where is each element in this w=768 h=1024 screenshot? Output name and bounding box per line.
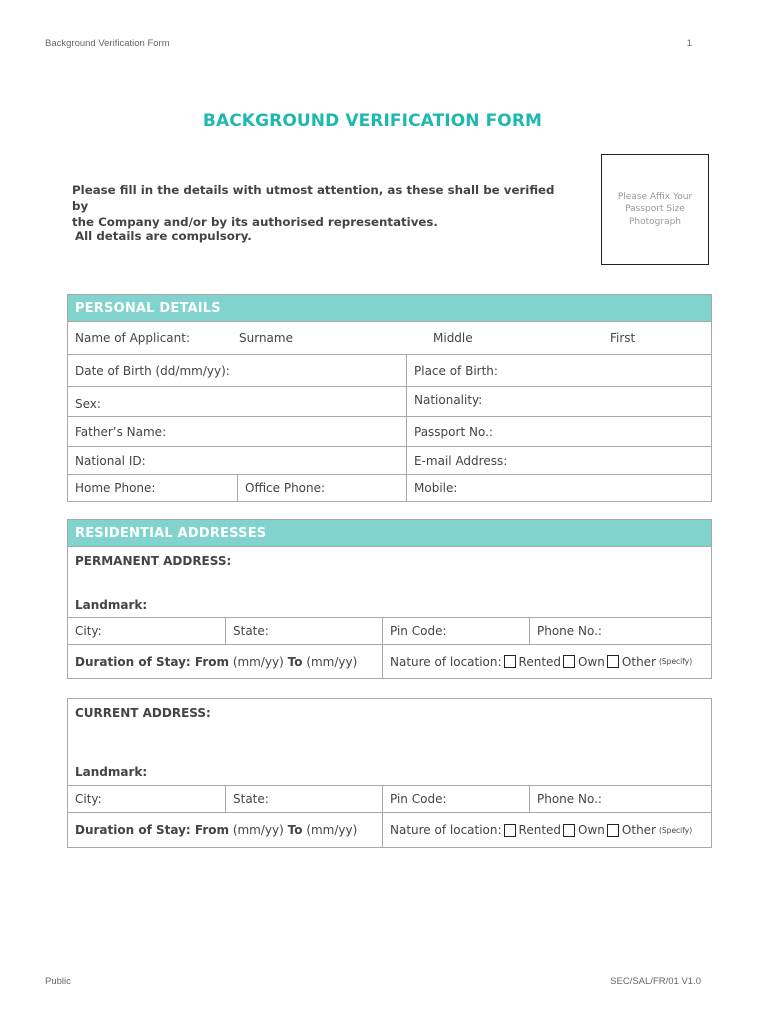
nationality-field[interactable]: Nationality: xyxy=(414,392,483,407)
current-address-section xyxy=(67,698,712,848)
own-checkbox[interactable] xyxy=(563,655,575,668)
current-duration-field[interactable] xyxy=(68,813,383,847)
surname-label: Surname xyxy=(239,331,293,345)
residential-heading: RESIDENTIAL ADDRESSES xyxy=(68,520,711,547)
permanent-phone-field[interactable]: Phone No.: xyxy=(537,624,602,638)
personal-details-heading: PERSONAL DETAILS xyxy=(68,295,711,322)
passport-field[interactable]: Passport No.: xyxy=(414,424,493,439)
national-id-field[interactable]: National ID: xyxy=(68,447,407,474)
middle-label: Middle xyxy=(433,331,473,345)
footer-doc-code: SEC/SAL/FR/01 V1.0 xyxy=(610,976,701,987)
own-label: Own xyxy=(578,654,605,669)
home-phone-field[interactable]: Home Phone: xyxy=(68,475,238,501)
from-mmyy: (mm/yy) xyxy=(232,654,284,669)
current-nature-field xyxy=(383,813,711,847)
name-row[interactable] xyxy=(68,322,711,355)
phone-row xyxy=(68,475,711,501)
permanent-duration-field[interactable] xyxy=(68,645,383,678)
permanent-landmark-label: Landmark: xyxy=(75,598,148,612)
email-field[interactable]: E-mail Address: xyxy=(414,453,508,468)
pob-field[interactable]: Place of Birth: xyxy=(414,363,498,378)
other-checkbox[interactable] xyxy=(607,824,619,837)
to-mmyy: (mm/yy) xyxy=(306,823,358,837)
to-mmyy: (mm/yy) xyxy=(306,654,358,669)
other-label: Other xyxy=(621,654,656,669)
residential-addresses-section xyxy=(67,519,712,679)
current-city-row xyxy=(68,786,711,813)
permanent-address-block[interactable] xyxy=(68,547,711,618)
current-pin-field[interactable]: Pin Code: xyxy=(383,786,530,812)
permanent-city-row xyxy=(68,618,711,645)
rented-checkbox[interactable] xyxy=(504,655,516,668)
rented-label: Rented xyxy=(518,654,562,669)
current-duration-row xyxy=(68,813,711,847)
form-title: BACKGROUND VERIFICATION FORM xyxy=(202,111,543,131)
footer-classification: Public xyxy=(45,976,71,987)
first-label: First xyxy=(610,331,636,345)
from-mmyy: (mm/yy) xyxy=(232,823,284,837)
intro-line-2: the Company and/or by its authorised representatives. xyxy=(72,215,438,229)
permanent-city-field[interactable]: City: xyxy=(68,618,226,644)
sex-row xyxy=(68,387,711,417)
dob-field[interactable]: Date of Birth (dd/mm/yy): xyxy=(68,355,407,386)
specify-note: (Specify) xyxy=(659,825,693,835)
permanent-address-label: PERMANENT ADDRESS: xyxy=(75,554,232,568)
permanent-pin-field[interactable]: Pin Code: xyxy=(383,618,530,644)
own-label: Own xyxy=(578,823,605,837)
current-state-field[interactable]: State: xyxy=(226,786,383,812)
id-row xyxy=(68,447,711,475)
sex-field[interactable]: Sex: xyxy=(68,387,407,416)
nature-label: Nature of location: xyxy=(390,823,502,837)
photo-box-label: Please Affix Your Passport Size Photograph xyxy=(617,191,693,227)
permanent-nature-field xyxy=(383,645,711,678)
specify-note: (Specify) xyxy=(659,657,693,666)
personal-details-section xyxy=(67,294,712,502)
name-label: Name of Applicant: xyxy=(75,331,191,345)
father-row xyxy=(68,417,711,447)
current-city-field[interactable]: City: xyxy=(68,786,226,812)
current-address-block[interactable] xyxy=(68,699,711,786)
permanent-state-field[interactable]: State: xyxy=(226,618,383,644)
duration-label: Duration of Stay: From xyxy=(75,654,229,669)
other-label: Other xyxy=(621,823,656,837)
duration-label: Duration of Stay: From xyxy=(75,823,229,837)
nature-label: Nature of location: xyxy=(390,654,502,669)
intro-line-1: Please fill in the details with utmost attention, as these shall be verified by xyxy=(72,183,555,213)
mobile-field[interactable]: Mobile: xyxy=(414,481,458,495)
current-phone-field[interactable]: Phone No.: xyxy=(537,792,602,806)
rented-checkbox[interactable] xyxy=(504,824,516,837)
rented-label: Rented xyxy=(518,823,562,837)
intro-text xyxy=(72,182,572,230)
current-landmark-label: Landmark: xyxy=(75,765,148,779)
to-label: To xyxy=(287,823,303,837)
current-address-label: CURRENT ADDRESS: xyxy=(75,706,211,720)
father-name-field[interactable]: Father’s Name: xyxy=(68,417,407,446)
dob-row xyxy=(68,355,711,387)
page-number: 1 xyxy=(686,38,692,49)
other-checkbox[interactable] xyxy=(607,655,619,668)
permanent-duration-row xyxy=(68,645,711,678)
own-checkbox[interactable] xyxy=(563,824,575,837)
running-header: Background Verification Form xyxy=(45,38,170,49)
to-label: To xyxy=(287,654,303,669)
compulsory-note: All details are compulsory. xyxy=(75,229,252,243)
photo-box[interactable] xyxy=(601,154,709,265)
office-phone-field[interactable]: Office Phone: xyxy=(238,475,407,501)
